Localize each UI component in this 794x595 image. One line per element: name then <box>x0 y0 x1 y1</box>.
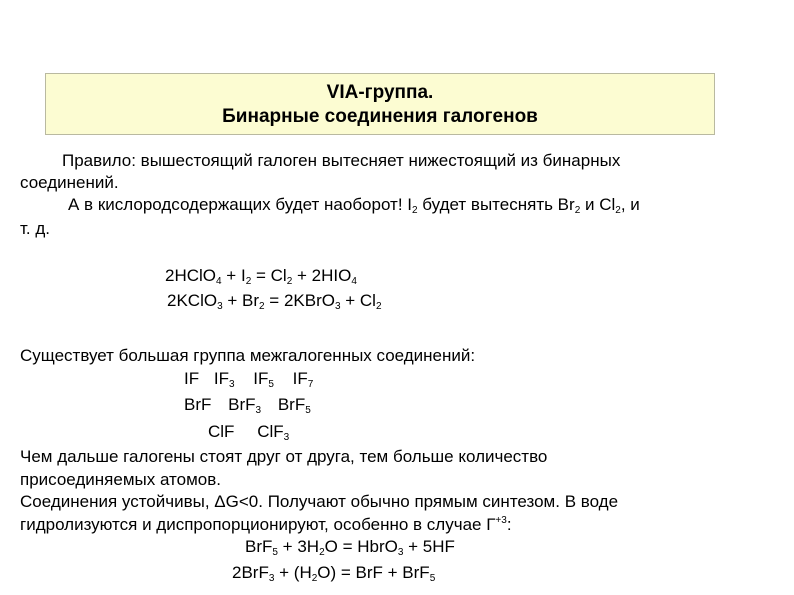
title-line2: Бинарные соединения галогенов <box>222 106 538 127</box>
formula-brf5: BrF <box>277 395 306 414</box>
rule-line4: т. д. <box>20 219 50 238</box>
interhalogen-intro: Существует большая группа межгалогенных соединений: <box>20 346 476 365</box>
para-line4: гидролизуются и диспропорционируют, особенно в случае $Г^{+3}$: <box>20 515 512 534</box>
formula-if5: IF <box>253 369 269 388</box>
formula-if: IF <box>184 369 200 388</box>
title-line1: VIA-группа. <box>326 82 434 103</box>
formula-brf: BrF <box>184 395 212 414</box>
reaction-1: 2HClO$_4$ + $I_2 = Cl_2 + 2HIO_4$ <box>165 266 357 287</box>
rule-line3: А в кислородсодержащих будет наоборот! $I_2$ будет вытеснять $Br_2$ и $Cl_2$, и <box>68 195 640 216</box>
formula-clf3: ClF <box>257 422 284 441</box>
rule-line1: Правило: вышестоящий галоген вытесняет нижестоящий из бинарных <box>62 151 621 170</box>
formula-if7: IF <box>292 369 308 388</box>
reaction-2: 2KClO$_3$ + $Br_2$ = 2KBrO$_3$ + $Cl_2$ <box>167 291 382 312</box>
interhalogen-row3: ClF ClF$_3$ <box>208 422 290 443</box>
rule-line2: соединений. <box>20 173 119 192</box>
formula-brf3: BrF <box>228 395 256 414</box>
para-line3: Соединения устойчивы, ΔG<0. Получают обычно прямым синтезом. В воде <box>20 492 619 511</box>
formula-if3: IF <box>213 369 229 388</box>
interhalogen-row2: BrF BrF$_3$ BrF$_5$ <box>184 395 311 416</box>
reaction-3: $BrF_5 + 3H_2O$ = HbrO$_3$ + 5HF <box>245 537 455 558</box>
reaction-4: $2BrF_3 + (H_2O)$ = BrF + BrF$_5$ <box>232 563 436 584</box>
para-line1: Чем дальше галогены стоят друг от друга, тем больше количество <box>20 447 548 466</box>
para-line2: присоединяемых атомов. <box>20 470 222 489</box>
interhalogen-row1: IF $IF_3$ $IF_5$ $IF_7$ <box>184 369 314 390</box>
formula-clf: ClF <box>208 422 235 441</box>
title-box <box>45 73 715 135</box>
